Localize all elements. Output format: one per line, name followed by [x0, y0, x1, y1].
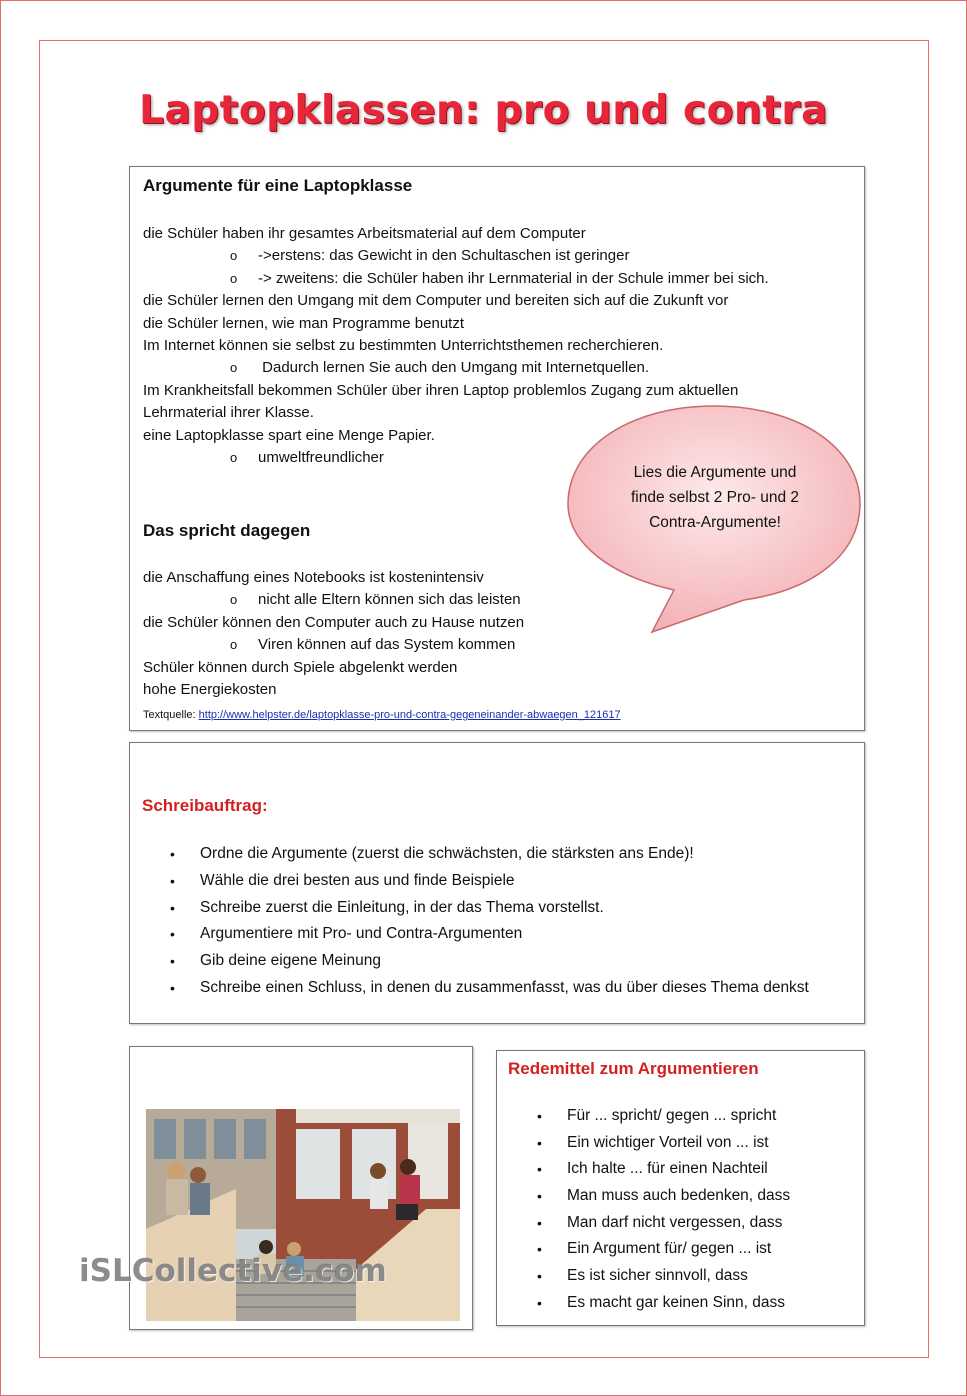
schreibauftrag-item	[170, 841, 809, 868]
bullet-icon: •	[537, 1241, 542, 1258]
pro-item: die Schüler lernen, wie man Programme benutzt	[143, 314, 464, 332]
redemittel-item	[537, 1210, 790, 1237]
bubble-line: finde selbst 2 Pro- und 2	[630, 489, 800, 506]
redemittel-item-text: Ein wichtiger Vorteil von ... ist	[567, 1133, 769, 1151]
source-line	[143, 709, 621, 721]
writing-task-list	[170, 841, 809, 1002]
pro-item: Im Internet können sie selbst zu bestimmten Unterrichtsthemen recherchieren.	[143, 337, 664, 354]
bullet-icon: •	[537, 1294, 542, 1311]
pro-subitem	[230, 247, 629, 264]
pro-subitem-text: ->erstens: das Gewicht in den Schultaschen ist geringer	[258, 247, 630, 265]
bullet-icon: •	[537, 1268, 542, 1285]
schreibauftrag-item-text: Schreibe einen Schluss, in denen du zusammenfasst, was du über dieses Thema denkst	[200, 978, 809, 996]
pro-subitem-text: umweltfreundlicher	[258, 449, 384, 466]
pro-subitem	[230, 449, 384, 466]
writing-task-box	[129, 742, 865, 1024]
contra-subitem	[230, 636, 515, 653]
bubble-text	[612, 460, 818, 535]
circle-bullet-icon: o	[230, 592, 238, 608]
redemittel-item-text: Ein Argument für/ gegen ... ist	[567, 1240, 772, 1258]
contra-subitem	[230, 591, 521, 608]
pro-subitem	[230, 270, 769, 287]
bullet-icon: •	[170, 979, 175, 996]
contra-item: die Anschaffung eines Notebooks ist kostenintensiv	[143, 569, 484, 586]
schreibauftrag-item	[170, 975, 809, 1002]
contra-item: Schüler können durch Spiele abgelenkt werden	[143, 658, 458, 676]
redemittel-item	[537, 1156, 790, 1183]
bullet-icon: •	[170, 953, 175, 970]
circle-bullet-icon: o	[230, 450, 238, 465]
bubble-line: Lies die Argumente und	[633, 464, 797, 481]
pro-subitem-text: -> zweitens: die Schüler haben ihr Lernmaterial in der Schule immer bei sich.	[258, 269, 769, 287]
redemittel-item	[537, 1236, 790, 1263]
circle-bullet-icon: o	[230, 270, 238, 286]
bullet-icon: •	[170, 926, 175, 943]
redemittel-item-text: Es macht gar keinen Sinn, dass	[567, 1293, 785, 1311]
redemittel-item	[537, 1183, 790, 1210]
source-link[interactable]: http://www.helpster.de/laptopklasse-pro-und-contra-gegeneinander-abwaegen_121617	[198, 709, 621, 721]
schreibauftrag-item	[170, 921, 809, 948]
bubble-line: Contra-Argumente!	[649, 514, 781, 531]
contra-subitem-text: Viren können auf das System kommen	[258, 636, 516, 654]
writing-task-heading: Schreibauftrag:	[142, 796, 268, 815]
redemittel-item-text: Für ... spricht/ gegen ... spricht	[567, 1107, 777, 1124]
watermark: iSLCollective.com	[79, 1253, 387, 1289]
page-title: Laptopklassen: pro und contra	[139, 88, 828, 133]
bullet-icon: •	[537, 1188, 542, 1205]
redemittel-item-text: Es ist sicher sinnvoll, dass	[567, 1267, 748, 1285]
phrases-box	[496, 1050, 865, 1326]
schreibauftrag-item-text: Ordne die Argumente (zuerst die schwächsten, die stärksten ans Ende)!	[200, 845, 694, 862]
phrases-heading: Redemittel zum Argumentieren	[508, 1059, 759, 1078]
bullet-icon: •	[537, 1134, 542, 1151]
contra-subitem-text: nicht alle Eltern können sich das leisten	[258, 591, 521, 609]
schreibauftrag-item-text: Wähle die drei besten aus und finde Beispiele	[200, 871, 515, 889]
schreibauftrag-item	[170, 868, 809, 895]
redemittel-item-text: Man muss auch bedenken, dass	[567, 1187, 791, 1205]
bullet-icon: •	[170, 899, 175, 916]
circle-bullet-icon: o	[230, 248, 238, 264]
redemittel-item	[537, 1290, 790, 1317]
pro-subitem-text: Dadurch lernen Sie auch den Umgang mit Internetquellen.	[258, 359, 650, 377]
redemittel-item	[537, 1130, 790, 1157]
schreibauftrag-item-text: Argumentiere mit Pro- und Contra-Argumenten	[200, 925, 523, 943]
redemittel-item	[537, 1263, 790, 1290]
pro-item: Lehrmaterial ihrer Klasse.	[143, 404, 314, 422]
bullet-icon: •	[537, 1214, 542, 1231]
pro-item: die Schüler haben ihr gesamtes Arbeitsmaterial auf dem Computer	[143, 225, 586, 242]
bullet-icon: •	[537, 1108, 542, 1124]
pro-subitem	[230, 359, 649, 376]
pro-heading: Argumente für eine Laptopklasse	[143, 176, 413, 195]
contra-item: die Schüler können den Computer auch zu Hause nutzen	[143, 613, 525, 631]
schreibauftrag-item-text: Schreibe zuerst die Einleitung, in der das Thema vorstellst.	[200, 898, 604, 916]
bullet-icon: •	[170, 846, 175, 862]
redemittel-item-text: Ich halte ... für einen Nachteil	[567, 1160, 768, 1178]
bullet-icon: •	[537, 1161, 542, 1178]
contra-heading: Das spricht dagegen	[143, 521, 311, 540]
source-label: Textquelle:	[143, 709, 199, 721]
schreibauftrag-item-text: Gib deine eigene Meinung	[200, 952, 381, 970]
pro-item: eine Laptopklasse spart eine Menge Papier.	[143, 426, 435, 444]
schreibauftrag-item	[170, 948, 809, 975]
students-photo	[146, 1109, 460, 1321]
redemittel-item	[537, 1103, 790, 1130]
schreibauftrag-item	[170, 895, 809, 922]
phrases-list	[537, 1103, 790, 1317]
pro-item: die Schüler lernen den Umgang mit dem Computer und bereiten sich auf die Zukunft vor	[143, 292, 729, 310]
bullet-icon: •	[170, 872, 175, 889]
contra-item: hohe Energiekosten	[143, 681, 277, 698]
redemittel-item-text: Man darf nicht vergessen, dass	[567, 1213, 783, 1231]
pro-item: Im Krankheitsfall bekommen Schüler über ihren Laptop problemlos Zugang zum aktuellen	[143, 381, 739, 399]
circle-bullet-icon: o	[230, 360, 238, 376]
circle-bullet-icon: o	[230, 637, 238, 653]
